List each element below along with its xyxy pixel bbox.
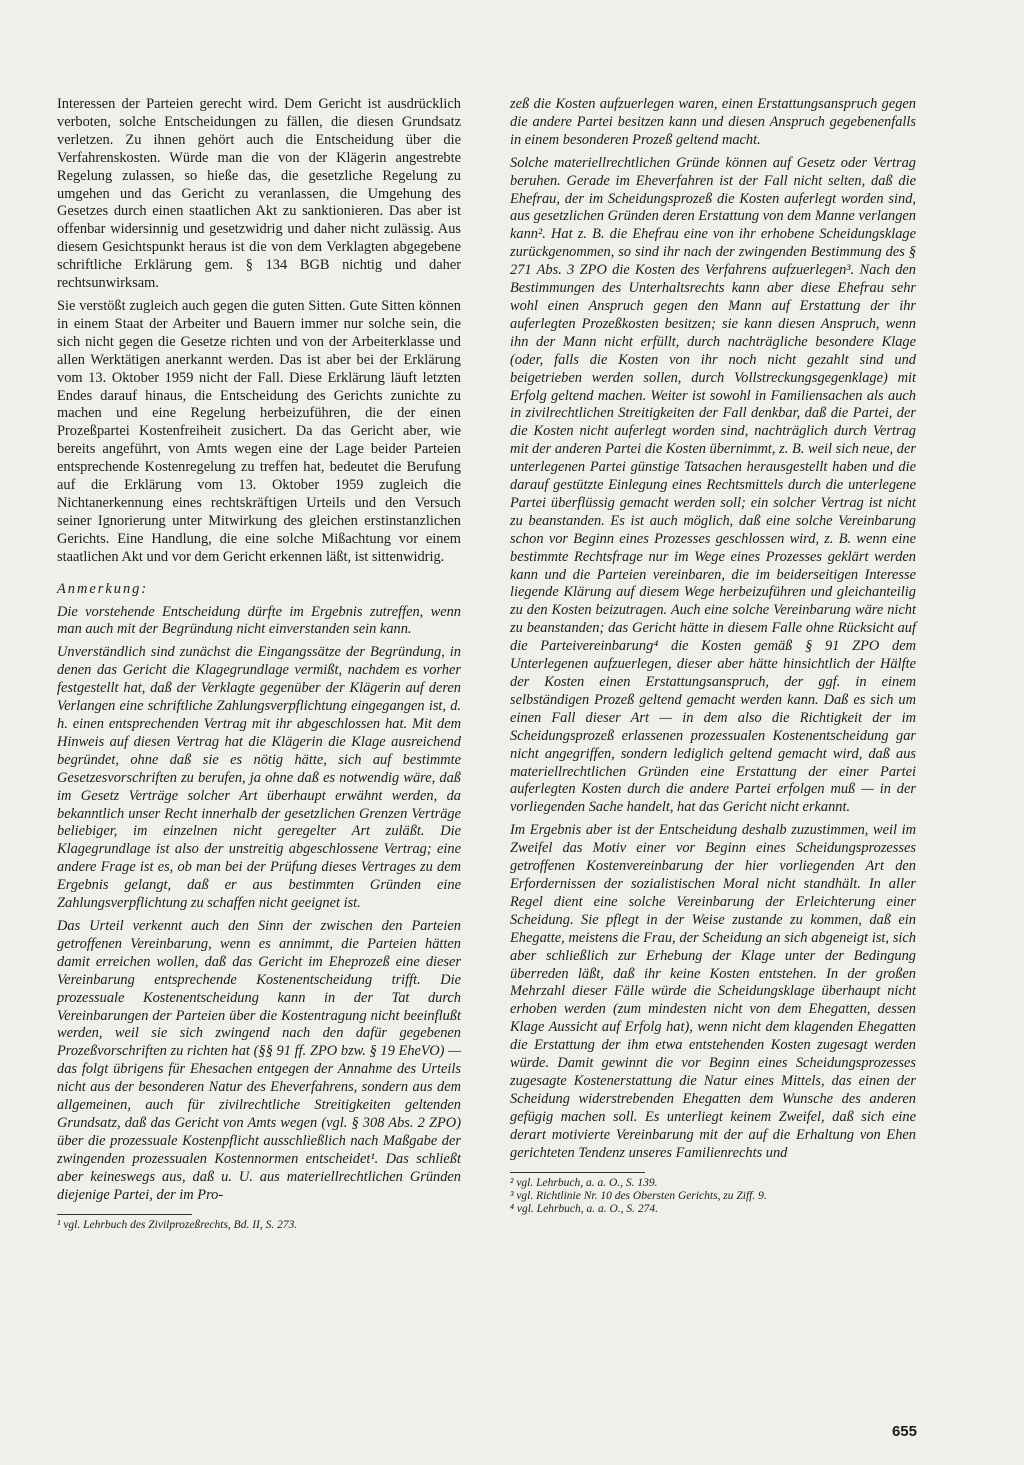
page-number: 655 [891,1423,917,1440]
note-paragraph: Das Urteil verkennt auch den Sinn der zwischen den Parteien getroffenen Vereinbarung, wenn es annimmt, die Parteien hätten damit erreichen wollen, daß das Gericht im Eheprozeß eine dieser Vereinbarung entsprechende Kostenentscheidung trifft. Die prozessuale Kostenentscheidung kann in der Tat durch Vereinbarungen der Parteien über die Kostentragung nicht beeinflußt werden, weil sie sich zwingend nach den dafür gegebenen Prozeßvorschriften zu richten hat (§§ 91 ff. ZPO bzw. § 19 EheVO) — das folgt übrigens für Ehesachen entgegen der Annahme des Urteils nicht aus der besonderen Natur des Eheverfahrens, sondern aus dem allgemeinen, auch für zivilrechtliche Streitigkeiten geltenden Grundsatz, daß das Gericht von Amts wegen (vgl. § 308 Abs. 2 ZPO) über die prozessuale Kostenpflicht ausschließlich nach Maßgabe der zwingenden prozessualen Kostennormen entscheidet¹. Das schließt aber keineswegs aus, daß u. U. aus materiellrechtlichen Gründen diejenige Partei, der im Pro- [57,917,461,1203]
note-paragraph: Unverständlich sind zunächst die Eingangssätze der Begründung, in denen das Gericht die Klagegrundlage vermißt, nachdem es vorher festgestellt hat, daß der Verklagte gegenüber der Klägerin auf deren Verlangen eine schriftliche Zahlungsverpflichtung eingegangen ist, d. h. einen entsprechenden Vertrag mit ihr abgeschlossen hat. Mit dem Hinweis auf diesen Vertrag hat die Klägerin die Klage ausreichend begründet, ohne daß sie es nötig hätte, sich auf bestimmte Gesetzesvorschriften zu berufen, ja ohne daß es notwendig wäre, daß im Gesetz Verträge solcher Art überhaupt erwähnt werden, da bekanntlich unser Recht innerhalb der gesetzlichen Grenzen Verträge beliebiger, im einzelnen nicht geregelter Art zuläßt. Die Klagegrundlage ist also der unstreitig abgeschlossene Vertrag; eine andere Frage ist es, ob man bei der Prüfung dieses Vertrages zu dem Ergebnis gelangt, daß er aus bestimmten Gründen eine Zahlungsverpflichtung zu schaffen nicht geeignet ist. [57,644,461,912]
left-column [57,96,461,1232]
paragraph: Sie verstößt zugleich auch gegen die guten Sitten. Gute Sitten können in einem Staat der Arbeiter und Bauern immer nur solche sein, die sich nicht gegen die Gesetze richten und von der Arbeiterklasse und allen Werktätigen anerkannt werden. Das ist aber bei der Erklärung vom 13. Oktober 1959 nicht der Fall. Diese Erklärung läuft letzten Endes darauf hinaus, die Entscheidung des Gerichts zunichte zu machen und eine Regelung herbeizuführen, die der einen Prozeßpartei Kostenfreiheit zusichert. Da das Gericht aber, wie bereits angeführt, von Amts wegen eine der Lage beider Parteien entsprechende Kostenregelung zu treffen hat, bedeutet die Berufung auf die Erklärung vom 13. Oktober 1959 zugleich die Nichtanerkennung eines rechtskräftigen Urteils und den Versuch seiner Ignorierung unter Mitwirkung des gleichen erstinstanzlichen Gerichts. Eine Handlung, die eine solche Mißachtung vor einem staatlichen Akt und vor dem Gericht erkennen läßt, ist sittenwidrig. [57,297,461,565]
footnote: ² vgl. Lehrbuch, a. a. O., S. 139. [510,1177,658,1190]
footnote-divider [57,1214,192,1215]
note-paragraph: Solche materiellrechtlichen Gründe können auf Gesetz oder Vertrag beruhen. Gerade im Eheverfahren ist der Fall nicht selten, daß die Ehefrau, der im Scheidungsprozeß die Kosten auferlegt worden sind, aus gesetzlichen Gründen deren Erstattung von dem Manne verlangen kann². Hat z. B. die Ehefrau eine von ihr erhobene Scheidungsklage zurückgenommen, so sind ihr nach der zwingenden Bestimmung des § 271 Abs. 3 ZPO die Kosten des Verfahrens aufzuerlegen³. Nach den Bestimmungen des Unterhaltsrechts kann aber diese Ehefrau sehr wohl einen Anspruch gegen den Mann auf Erstattung der ihr auferlegten Prozeßkosten besitzen; sie kann diesen Anspruch, wenn ihn der Mann nicht erfüllt, durch nachträgliche besondere Klage (oder, falls die Kosten von ihr noch nicht gezahlt sind und beigetrieben werden sollen, durch Vollstreckungsgegenklage) mit Erfolg geltend machen. Weiter ist sowohl in Familiensachen als auch in zivilrechtlichen Streitigkeiten der Fall denkbar, daß die Partei, der die Kosten nicht auferlegt worden sind, nachträglich durch Vertrag mit der anderen Partei die Kosten übernimmt, z. B. weil sich neue, der unterlegenen Partei günstige Tatsachen herausgestellt haben und die darauf gestützte Einlegung eines Rechtsmittels durch die unterlegene Partei überflüssig gemacht werden soll; ein solcher Vertrag ist nicht zu beanstanden. Es ist auch möglich, daß eine solche Vereinbarung schon vor Beginn eines Prozesses geschlossen wird, z. B. wenn eine bestimmte Rechtsfrage nur im Wege eines Prozesses geklärt werden kann und die Parteien vereinbaren, die im beiderseitigen Interesse liegende Klärung auf diesem Wege herbeizuführen und gleichanteilig zu den Kosten beizutragen. Auch eine solche Vereinbarung wäre nicht zu beanstanden; das Gericht hätte in diesem Falle ohne Rücksicht auf die Parteivereinbarung⁴ die Kosten gemäß § 91 ZPO dem Unterlegenen aufzuerlegen, dieser aber hätte hinsichtlich der Hälfte der Kosten einen Erstattungsanspruch, der ggf. in einem selbständigen Prozeß geltend gemacht werden kann. Daß es sich um einen Fall dieser Art — in dem also die Richtigkeit der im Scheidungsprozeß erlassenen prozessualen Kostenentscheidung gar nicht angegriffen, sondern lediglich geltend gemacht wird, daß aus materiellrechtlichen Gründen eine Erstattung der einer Partei auferlegten Kosten durch die andere Partei erfolgen muß — in der vorliegenden Sache handelt, hat das Gericht nicht erkannt. [510,154,916,816]
footnote-divider [510,1172,645,1173]
right-column [510,96,916,1216]
paragraph: Interessen der Parteien gerecht wird. Dem Gericht ist ausdrücklich verboten, solche Entscheidungen zu fällen, die diesen Grundsatz verletzen. Zu ihnen gehört auch die Entscheidung über die Verfahrenskosten. Würde man die von der Klägerin angestrebte Regelung zulassen, so hieße das, die gesetzliche Regelung zu umgehen und das Gericht zu veranlassen, die Umgehung des Gesetzes durch einen staatlichen Akt zu sanktionieren. Das aber ist offenbar widersinnig und gesetzwidrig und daher nicht zulässig. Aus diesem Gesichtspunkt heraus ist die von dem Verklagten abgegebene schriftliche Erklärung gem. § 134 BGB nichtig und daher rechtsunwirksam. [57,96,461,292]
note-paragraph: Im Ergebnis aber ist der Entscheidung deshalb zuzustimmen, weil im Zweifel das Motiv einer vor Beginn eines Scheidungsprozesses getroffenen Kostenvereinbarung der hier vorliegenden Art den Erfordernissen der sozialistischen Moral nicht standhält. In aller Regel dient eine solche Vereinbarung der Erleichterung einer Scheidung. Sie pflegt in der Weise zustande zu kommen, daß ein Ehegatte, meistens die Frau, der Scheidung an sich abgeneigt ist, sich aber schließlich zur Erhebung der Klage unter der Bedingung überreden läßt, daß ihr keine Kosten entstehen. In der großen Mehrzahl dieser Fälle würde die Scheidungsklage überhaupt nicht erhoben werden (zum mindesten nicht von dem Ehegatten, dessen Klage Aussicht auf Erfolg hat), wenn nicht dem klagenden Ehegatten die Erstattung der ihm etwa entstehenden Kosten zugesagt werden würde. Damit gewinnt die vor Beginn eines Scheidungsprozesses zugesagte Kostenerstattung die Natur eines Mittels, das einen der Scheidung widerstrebenden Ehegatten dem Wunsche des anderen gefügig machen soll. Es unterliegt keinem Zweifel, daß sich eine derart motivierte Vereinbarung mit der auf die Erhaltung von Ehen gerichteten Tendenz unseres Familienrechts und [510,822,916,1161]
footnote: ¹ vgl. Lehrbuch des Zivilprozeßrechts, Bd. II, S. 273. [57,1219,298,1232]
note-paragraph: Die vorstehende Entscheidung dürfte im Ergebnis zutreffen, wenn man auch mit der Begründung nicht einverstanden sein kann. [57,603,461,638]
footnote: ⁴ vgl. Lehrbuch, a. a. O., S. 274. [510,1203,659,1216]
section-heading: Anmerkung: [57,580,149,597]
footnote: ³ vgl. Richtlinie Nr. 10 des Obersten Gerichts, zu Ziff. 9. [510,1190,767,1203]
note-paragraph: zeß die Kosten aufzuerlegen waren, einen Erstattungsanspruch gegen die andere Partei besitzen kann und diesen Anspruch gegebenenfalls in einem besonderen Prozeß geltend macht. [510,96,916,148]
